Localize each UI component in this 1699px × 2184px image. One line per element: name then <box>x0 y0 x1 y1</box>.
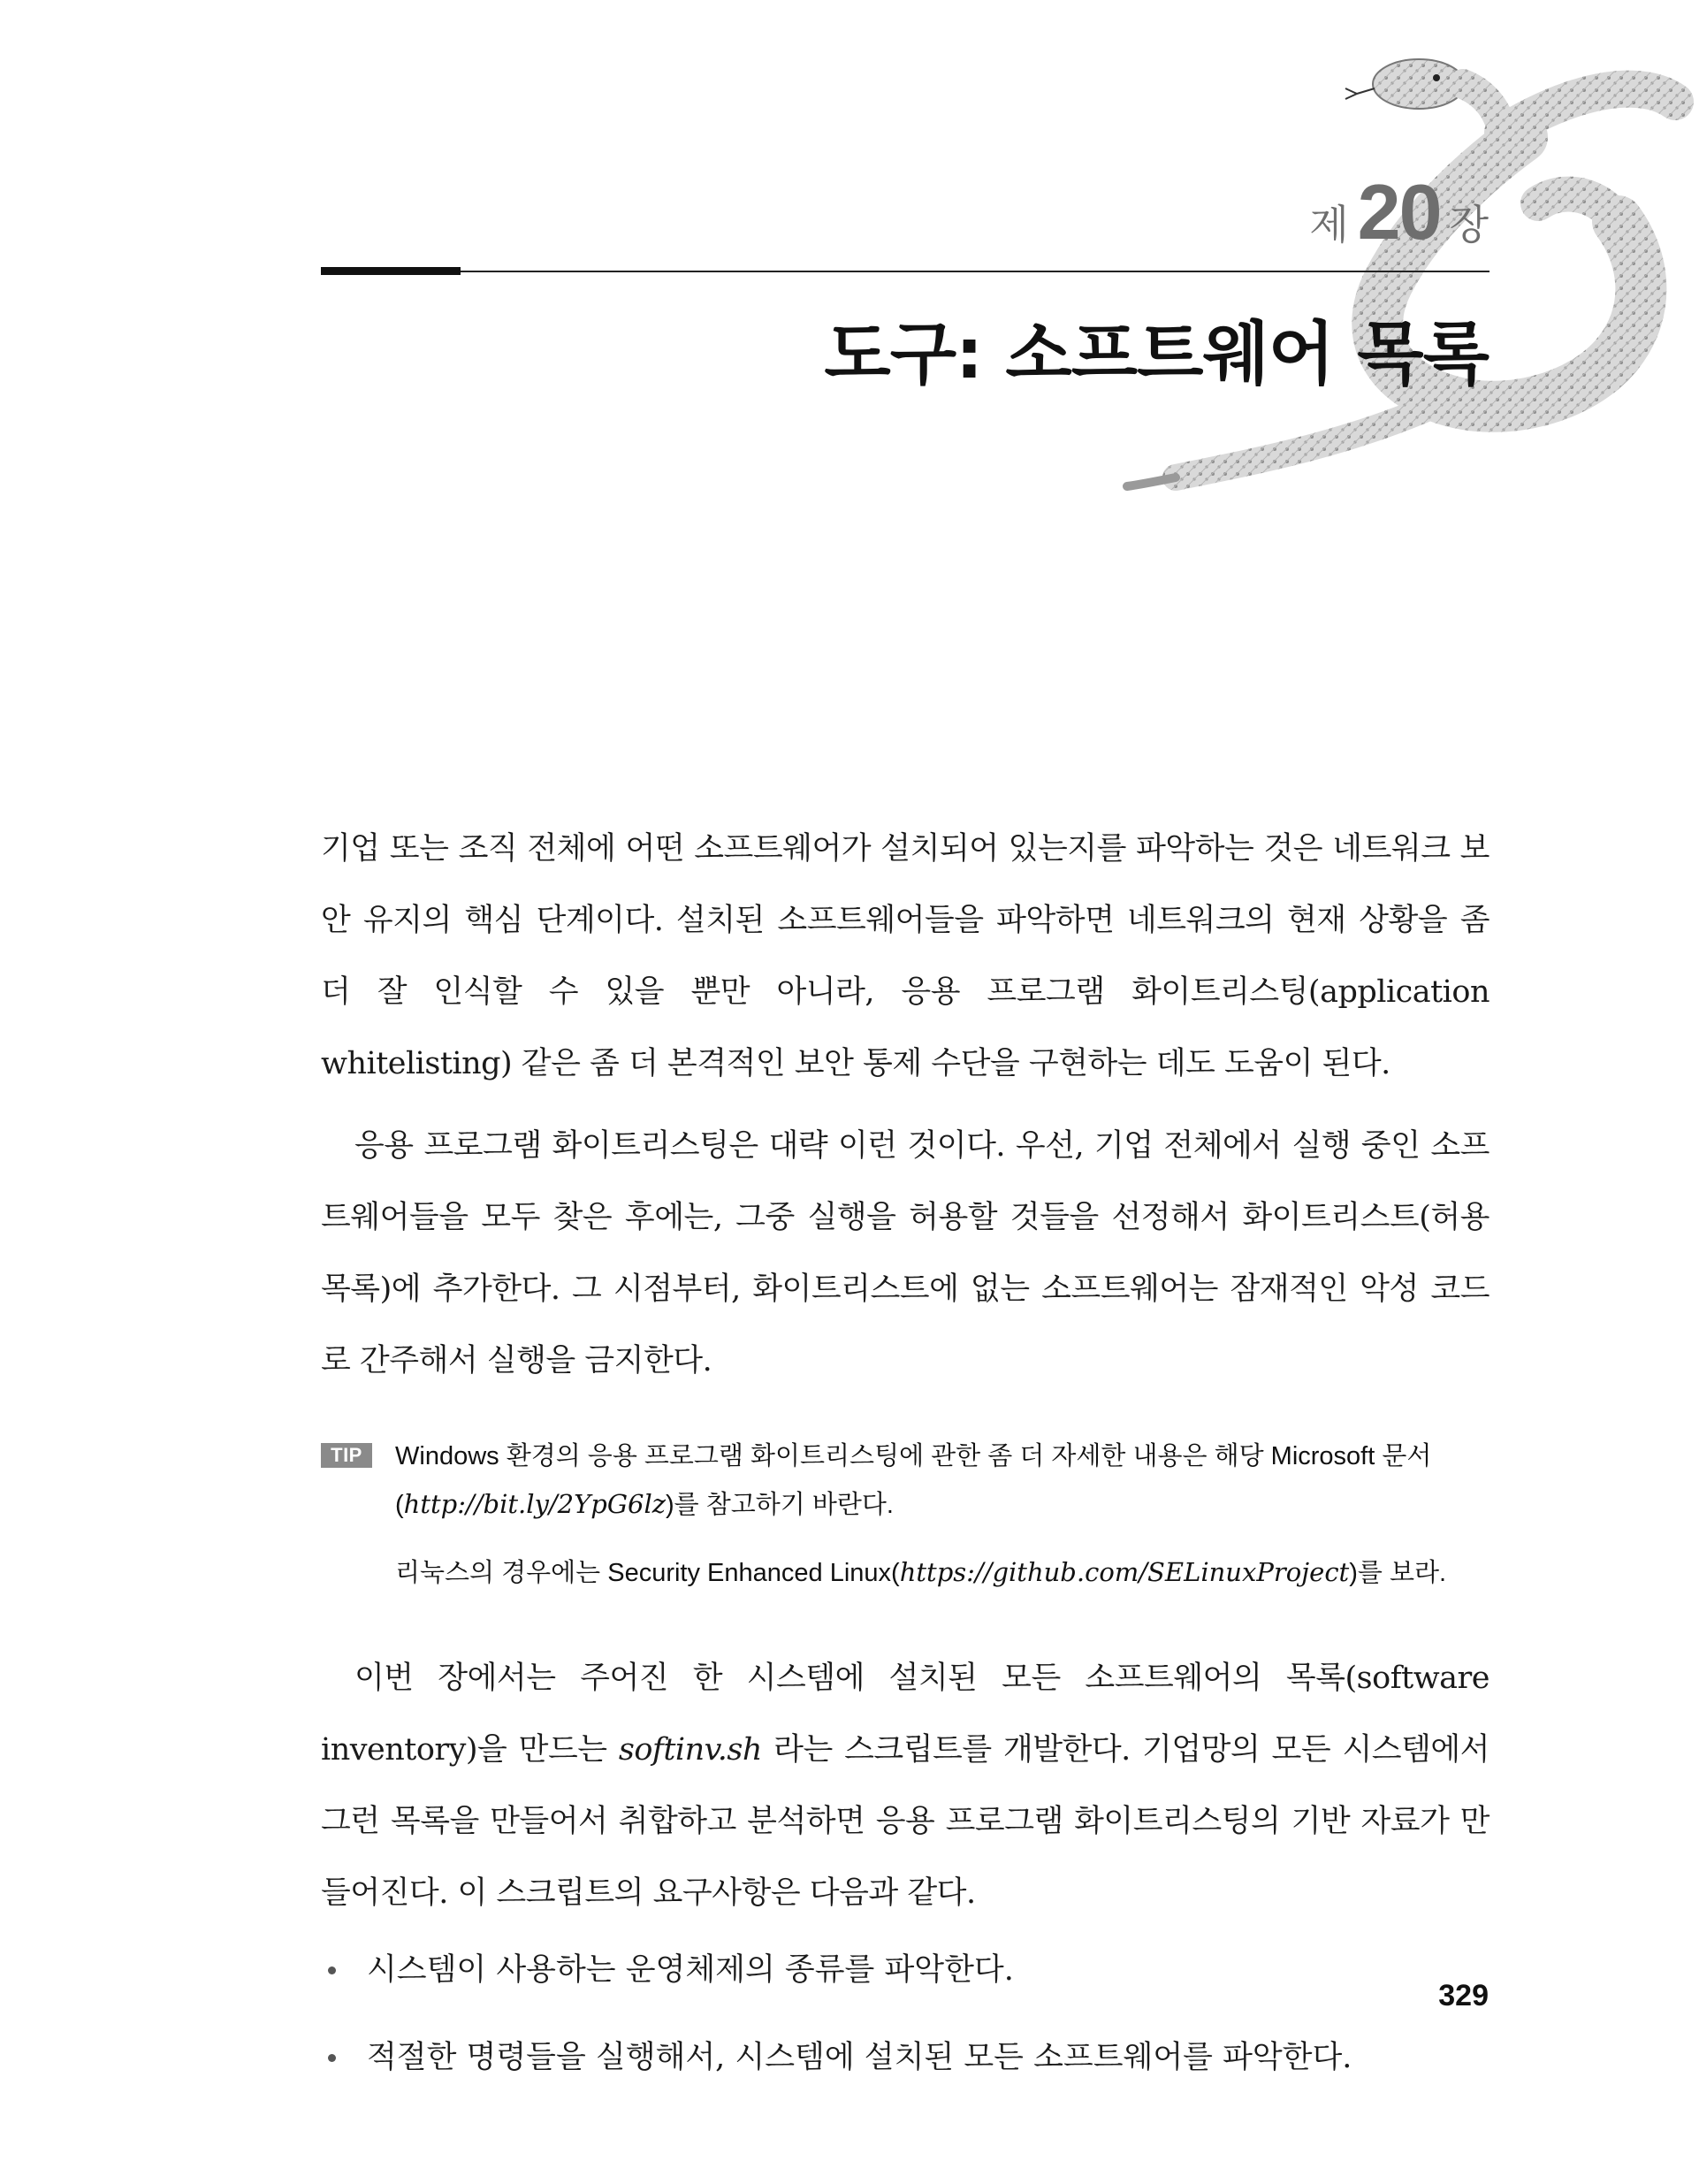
chapter-prefix: 제 <box>1309 202 1349 248</box>
chapter-suffix: 장 <box>1449 202 1489 248</box>
list-item <box>321 2033 1489 2082</box>
goal-text-after: 라는 스크립트를 개발한다. 기업망의 모든 시스템에서 그런 목록을 만들어서 취합하고 분석하면 응용 프로그램 화이트리스팅의 기반 자료가 만들어진다. 이 스크립트의 요구사항은 다음과 같다. <box>321 1732 1489 1911</box>
tip-windows-before: Windows 환경의 응용 프로그램 화이트리스팅에 관한 좀 더 자세한 내용은 해당 Microsoft 문서( <box>395 1442 1432 1519</box>
chapter-title: 도구: 소프트웨어 목록 <box>824 315 1489 394</box>
script-name: softinv.sh <box>618 1732 762 1768</box>
tip-windows-after: )를 참고하기 바란다. <box>666 1491 894 1519</box>
tip-windows-link[interactable]: http://bit.ly/2YpG6lz <box>403 1489 667 1519</box>
body-content <box>321 813 1489 2120</box>
tip-box <box>321 1432 1489 1597</box>
paragraph-chapter-goal <box>321 1643 1489 1929</box>
tip-linux-text <box>395 1548 1489 1597</box>
header-rule-accent <box>321 267 461 275</box>
tip-linux-before: 리눅스의 경우에는 Security Enhanced Linux( <box>395 1559 900 1587</box>
list-item-text: 적절한 명령들을 실행해서, 시스템에 설치된 모든 소프트웨어를 파악한다. <box>367 2040 1352 2075</box>
requirements-list <box>321 1945 1489 2082</box>
list-item-text: 시스템이 사용하는 운영체제의 종류를 파악한다. <box>367 1952 1014 1988</box>
paragraph-whitelisting: 응용 프로그램 화이트리스팅은 대략 이런 것이다. 우선, 기업 전체에서 실행 중인 소프트웨어들을 모두 찾은 후에는, 그중 실행을 허용할 것들을 선정해서 화이트리스트(허용 목록)에 추가한다. 그 시점부터, 화이트리스트에 없는 소프트웨어는 잠재적인 악성 코드로 간주해서 실행을 금지한다. <box>321 1128 1489 1378</box>
list-item <box>321 1945 1489 1995</box>
header-rule <box>321 271 1489 272</box>
chapter-number-label <box>1309 168 1489 256</box>
goal-text-before: 이번 장에서는 주어진 한 시스템에 설치된 모든 소프트웨어의 목록(software inventory)을 만드는 <box>321 1661 1489 1768</box>
bullet-icon <box>328 2054 336 2062</box>
tip-badge: TIP <box>321 1443 372 1468</box>
tip-linux-after: )를 보라. <box>1349 1559 1447 1587</box>
tip-linux-link[interactable]: https://github.com/SELinuxProject <box>899 1557 1350 1587</box>
snake-illustration <box>1123 0 1699 513</box>
page-number: 329 <box>1438 1979 1489 2012</box>
bullet-icon <box>328 1966 336 1974</box>
chapter-number: 20 <box>1357 168 1441 256</box>
paragraph-intro: 기업 또는 조직 전체에 어떤 소프트웨어가 설치되어 있는지를 파악하는 것은 네트워크 보안 유지의 핵심 단계이다. 설치된 소프트웨어들을 파악하면 네트워크의 현재 상황을 좀 더 잘 인식할 수 있을 뿐만 아니라, 응용 프로그램 화이트리스팅(application whitelisting) 같은 좀 더 본격적인 보안 통제 수단을 구현하는 데도 도움이 된다. <box>321 831 1489 1081</box>
tip-windows-text <box>395 1432 1489 1529</box>
